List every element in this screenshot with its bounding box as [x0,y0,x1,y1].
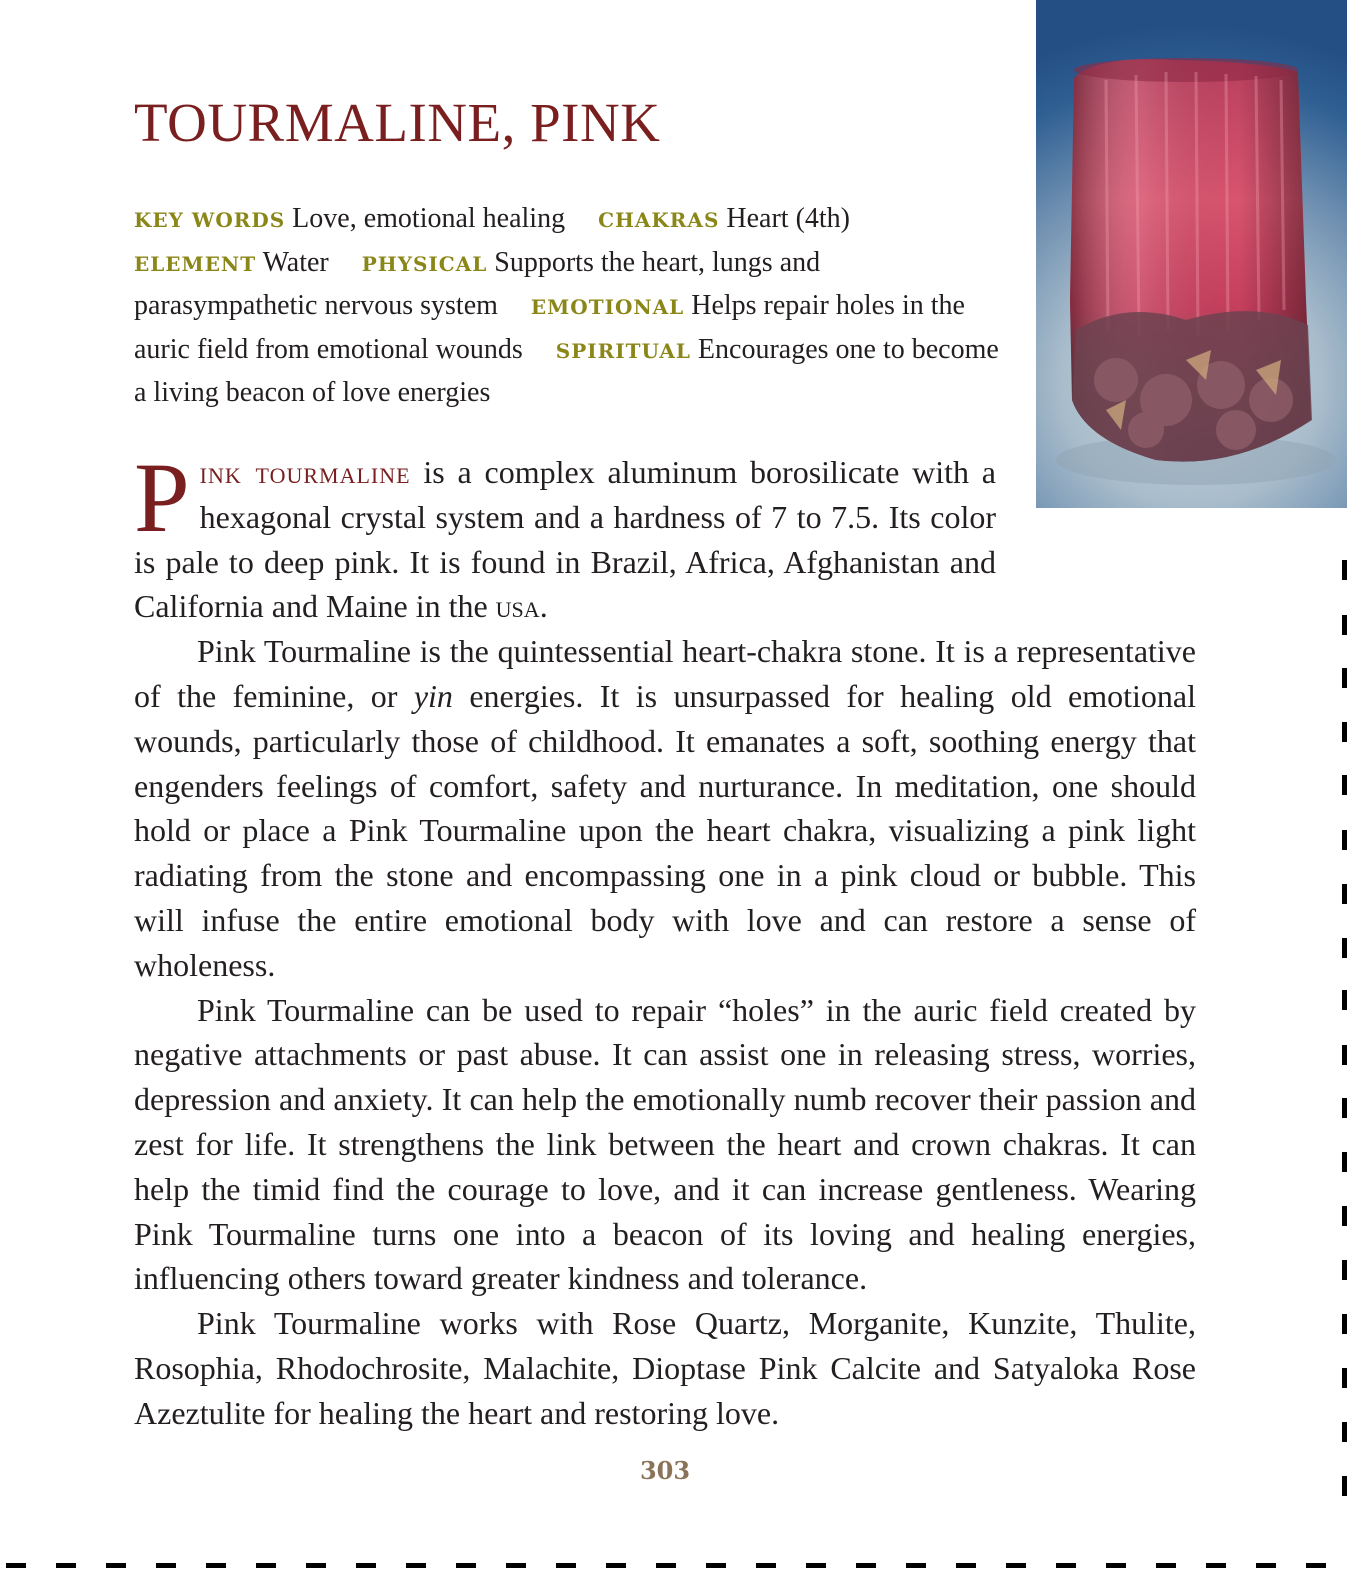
element-value: Water [262,246,329,278]
drop-cap: P [134,442,190,553]
crop-mark [1342,1368,1347,1388]
crop-mark [1256,1563,1276,1568]
intro-end: . [539,588,548,625]
crop-mark [506,1563,526,1568]
page-number: 303 [639,1456,691,1485]
page-title: TOURMALINE, PINK [134,92,661,153]
emotional-label: EMOTIONAL [530,295,685,319]
crop-mark [1156,1563,1176,1568]
crop-mark [456,1563,476,1568]
key-words-label: KEY WORDS [134,208,286,232]
crop-mark [1342,830,1347,850]
crystal-photo [1036,0,1347,508]
crop-mark [1342,1152,1347,1172]
intro-paragraph [134,442,997,629]
paragraph-3: Pink Tourmaline can be used to repair “holes” in the auric field created by negative attachments or past abuse. It can assist one in releasing stress, worries, depression and anxiety. It can help the emotionally numb recover their passion and zest for life. It strengthens the link between the heart and crown chakras. It can help the timid find the courage to love, and it can increase gentleness. Wearing Pink Tourmaline turns one into a beacon of its loving and healing energies, influencing others toward greater kindness and tolerance. [134,991,1196,1297]
chakras-value: Heart (4th) [726,203,850,234]
usa-abbr: usa [495,588,540,625]
crop-mark [1342,1098,1347,1118]
lead-in: ink tourmaline [199,454,411,490]
crop-mark [956,1563,976,1568]
crop-mark [1342,884,1347,904]
crop-mark [1342,668,1347,688]
crop-mark [1206,1563,1226,1568]
crop-mark [1056,1563,1076,1568]
crop-mark [1342,1314,1347,1334]
chakras-label: CHAKRAS [598,208,720,232]
crop-mark [1342,938,1347,958]
crop-mark [156,1563,176,1568]
spiritual-label: SPIRITUAL [555,338,691,363]
crop-mark [1342,722,1347,742]
key-attributes [134,198,1004,414]
p2-text-b: energies. It is unsurpassed for healing old emotional wounds, particularly those of childhood. It emanates a soft, soothing energy that engenders feelings of comfort, safety and nurturance. In meditation, one should hold or place a Pink Tourmaline upon the heart chakra, visualizing a pink light radiating from the stone and encompassing one in a pink cloud or bubble. This will infuse the entire emotional body with love and can restore a sense of wholeness. [134,677,1196,983]
crop-mark [1342,775,1347,795]
crop-mark [106,1563,126,1568]
crop-mark [56,1563,76,1568]
crop-mark [1342,1260,1347,1280]
crop-mark [1342,1045,1347,1065]
crop-mark [806,1563,826,1568]
crop-mark [756,1563,776,1568]
emotional-value: Helps repair holes in the auric field from emotional wounds [134,290,965,365]
crop-mark [256,1563,276,1568]
crop-mark [406,1563,426,1568]
crop-mark [1342,1422,1347,1442]
crop-mark [1342,1206,1347,1226]
element-label: ELEMENT [134,251,257,276]
crop-mark [556,1563,576,1568]
crop-mark [1342,990,1347,1010]
crop-mark [356,1563,376,1568]
crop-mark [306,1563,326,1568]
crop-mark [1342,1476,1347,1496]
crop-mark [1342,615,1347,635]
crop-mark [206,1563,226,1568]
crop-mark [1006,1563,1026,1568]
crop-mark [606,1563,626,1568]
crop-mark [906,1563,926,1568]
intro-text: is a complex aluminum borosilicate with a hexagonal crystal system and a hardness of 7 to 7.5. Its color is pale to deep pink. It is found in Brazil, Africa, Afghanistan and California and Maine in the [134,454,997,625]
yin-italic: yin [413,677,453,714]
paragraph-4: Pink Tourmaline works with Rose Quartz, Morganite, Kunzite, Thulite, Rosophia, Rhodochrosite, Malachite, Dioptase Pink Calcite and Satyaloka Rose Azeztulite for healing the heart and restoring love. [134,1305,1196,1431]
crop-mark [656,1563,676,1568]
crop-mark [856,1563,876,1568]
crop-mark [6,1563,26,1568]
p2-text-a: Pink Tourmaline is the quintessential heart-chakra stone. It is a representative of the feminine, or [134,633,1196,714]
physical-label: PHYSICAL [361,251,488,276]
key-words-value: Love, emotional healing [292,203,566,234]
crop-mark [706,1563,726,1568]
crop-mark [1342,560,1347,580]
crop-mark [1306,1563,1326,1568]
article-body [134,442,1196,1436]
paragraph-2 [134,629,1196,987]
spiritual-value: Encourages one to become a living beacon of love energies [134,333,999,408]
crop-mark [1106,1563,1126,1568]
physical-value: Supports the heart, lungs and parasympathetic nervous system [134,246,821,321]
